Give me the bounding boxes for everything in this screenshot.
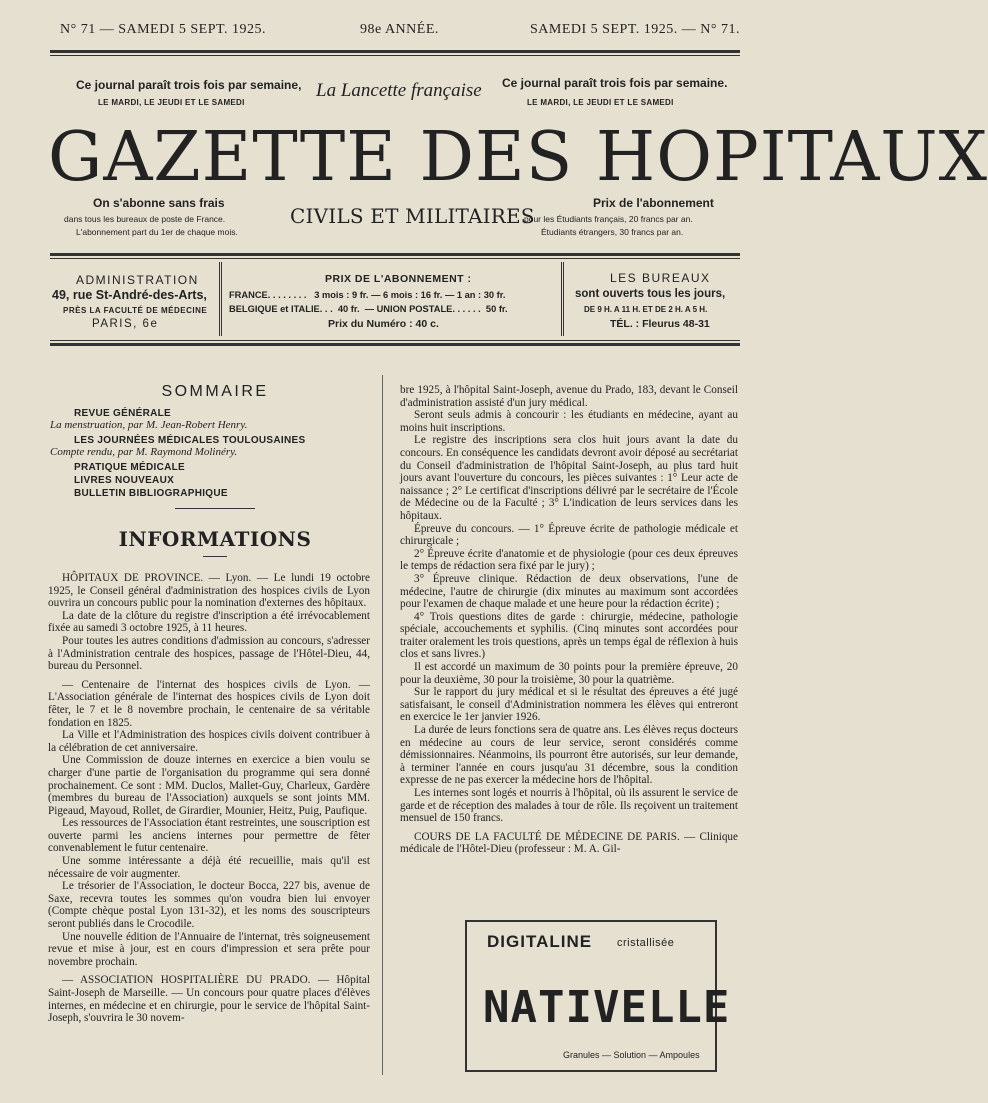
paragraph: 4° Trois questions dites de garde : chirurgie, médecine, pathologie spéciale, accouchements et syphilis. (Cinq minutes sont accordées pour traiter oralement les trois questions, après un temps égal de réflexion à huis clos et sans livres.) [400,610,738,661]
informations-title: INFORMATIONS [118,527,312,551]
paragraph: Le registre des inscriptions sera clos huit jours avant la date du concours. En conséquence les candidats devront avoir déposé au secrétariat du Conseil d'administration de l'hôpital Saint-Joseph, au plus tard huit jours avant l'ouverture du concours, les pièces suivantes : 1° Leur acte de naissance ; 2° Le certificat d'inscriptions délivré par le secrétaire de l'École de Médecine ou de la Faculté ; 3° L'indication de leurs services dans les hôpitaux. [400,434,738,522]
advert-line1: DIGITALINE [487,932,593,951]
paragraph: Sur le rapport du jury médical et si le résultat des épreuves a été jugé satisfaisant, le conseil d'Administration nommera les élèves qui entreront en exercice le 1er janvier 1926. [400,686,738,724]
column-divider [382,375,383,1075]
paragraph: Une somme intéressante a déjà été recueillie, mais qu'il est nécessaire de voir augmenter. [48,855,370,880]
bureaux-title: LES BUREAUX [610,271,711,285]
advert-line1b: cristallisée [617,937,675,949]
dateline [55,22,745,42]
paragraph: Seront seuls admis à concourir : les étudiants en médecine, ayant au moins huit inscriptions. [400,409,738,434]
prices-france: FRANCE. . . . . . . . 3 mois : 9 fr. — 6 mois : 16 fr. — 1 an : 30 fr. [229,290,506,300]
dateline-left: N° 71 — SAMEDI 5 SEPT. 1925. [60,22,267,37]
sommaire-rule [175,508,255,509]
dateline-center: 98e ANNÉE. [360,22,439,37]
paragraph: Pour toutes les autres conditions d'admission au concours, s'adresser à l'Administration centrale des hospices, passage de l'Hôtel-Dieu, 44, bureau du Personnel. [48,634,370,673]
top-rule [50,50,740,56]
paragraph: bre 1925, à l'hôpital Saint-Joseph, avenue du Prado, 183, devant le Conseil d'administration assisté d'un jury médical. [400,384,738,409]
box-divider-right [561,262,564,336]
box-top-rule [50,253,740,259]
paragraph: La Ville et l'Administration des hospices civils doivent contribuer à la célébration de cet anniversaire. [48,729,370,754]
left-notice: Ce journal paraît trois fois par semaine, [76,78,302,92]
left-days: LE MARDI, LE JEUDI ET LE SAMEDI [98,98,245,107]
paragraph: Les ressources de l'Association étant restreintes, une souscription est ouverte parmi les anciens internes pour permettre de fêter convenablement le futur centenaire. [48,817,370,855]
sommaire-item-head: PRATIQUE MÉDICALE [74,462,186,473]
price-title: Prix de l'abonnement [593,196,714,210]
prices-title: PRIX DE L'ABONNEMENT : [325,273,472,285]
paragraph: Il est accordé un maximum de 30 points pour la première épreuve, 20 pour la deuxième, 30 pour la troisième, 30 pour la quatrième. [400,661,738,686]
sommaire-item-head: REVUE GÉNÉRALE [74,408,171,419]
subscribe-line2: L'abonnement part du 1er de chaque mois. [76,227,238,237]
paragraph: La durée de leurs fonctions sera de quatre ans. Les élèves reçus docteurs en médecine au cours de leur service, seront considérés comme démissionnaires. Néanmoins, ils pourront être autorisés, sur leur demande, à terminer l'année en cours jusqu'au 31 décembre, sous la condition expresse de ne pas exercer la médecine hors de l'hôpital. [400,724,738,787]
paragraph: Le trésorier de l'Association, le docteur Bocca, 227 bis, avenue de Saxe, recevra toutes les sommes qu'on voudra bien lui envoyer (Compte chèque postal Lyon 131-32), et les noms des souscripteurs seront publiés dans le Crocodile. [48,880,370,931]
masthead-subtitle: CIVILS ET MILITAIRES [290,204,535,228]
paragraph: Une Commission de douze internes en exercice a bien voulu se charger d'une partie de l'organisation du programme qui sera donné prochainement. Ce sont : MM. Duclos, Mallet-Guy, Charleux, Gardère (membres du bureau de l'Association) auxquels se sont joints MM. Pigeaud, Mayoud, Rollet, de Girardier, Mounier, Heitz, Puig, Paufique. [48,754,370,817]
paragraph: La date de la clôture du registre d'inscription a été irrévocablement fixée au samedi 3 octobre 1925, à 11 heures. [48,609,370,635]
paragraph: Une nouvelle édition de l'Annuaire de l'internat, très soigneusement revue et mise à jour, est en cours d'impression et sera prête pour novembre prochain. [48,930,370,968]
price-line2: Étudiants étrangers, 30 francs par an. [541,227,684,237]
admin-title: ADMINISTRATION [76,273,199,287]
masthead-title: GAZETTE DES HOPITAUX [48,118,988,197]
left-column [48,572,370,1072]
right-column [400,384,738,909]
box-divider-left [219,262,222,336]
paragraph: 2° Épreuve écrite d'anatomie et de physiologie (pour ces deux épreuves le temps de rédaction sera fixé par le jury) ; [400,547,738,573]
bureaux-line2: DE 9 H. A 11 H. ET DE 2 H. A 5 H. [584,305,708,314]
info-rule [203,556,227,557]
admin-near: PRÈS LA FACULTÉ DE MÉDECINE [63,306,208,315]
paragraph: 3° Épreuve clinique. Rédaction de deux observations, l'une de médecine, l'autre de chirurgie (dix minutes au maximum sont accordées pour l'examen de chaque malade et une heure pour la rédaction écrite) ; [400,572,738,611]
admin-city: PARIS, 6e [92,318,159,330]
advert-footer: Granules — Solution — Ampoules [563,1050,700,1060]
sommaire-item-sub: Compte rendu, par M. Raymond Molinéry. [50,446,238,458]
sommaire-item-sub: La menstruation, par M. Jean-Robert Henry. [50,419,248,431]
bureaux-line3: TÉL. : Fleurus 48-31 [610,318,710,330]
paragraph: COURS DE LA FACULTÉ DE MÉDECINE DE PARIS. — Clinique médicale de l'Hôtel-Dieu (professeur : M. A. Gil- [400,830,738,856]
motto: La Lancette française [316,80,482,101]
box-bottom-rule [50,340,740,346]
paragraph: HÔPITAUX DE PROVINCE. — Lyon. — Le lundi 19 octobre 1925, le Conseil général d'administration des hospices civils de Lyon ouvrira un concours public pour la nomination d'externes des hôpitaux. [48,572,370,610]
right-notice: Ce journal paraît trois fois par semaine. [502,76,728,90]
sommaire-title: SOMMAIRE [161,383,269,400]
sommaire-list [50,406,370,499]
sommaire-item-head: BULLETIN BIBLIOGRAPHIQUE [74,488,228,499]
subscribe-line1: dans tous les bureaux de poste de France. [64,214,226,224]
sommaire-item-head: LIVRES NOUVEAUX [74,475,175,486]
paragraph: Les internes sont logés et nourris à l'hôpital, où ils assurent le service de garde et de réception des malades à tour de rôle. Ils reçoivent un traitement mensuel de 150 francs. [400,787,738,825]
right-days: LE MARDI, LE JEUDI ET LE SAMEDI [527,98,674,107]
paragraph: Épreuve du concours. — 1° Épreuve écrite de pathologie médicale et chirurgicale ; [400,522,738,548]
advert-box [465,920,731,1072]
admin-address: 49, rue St-André-des-Arts, [52,288,207,302]
sommaire-item-head: LES JOURNÉES MÉDICALES TOULOUSAINES [74,435,306,446]
paragraph: — ASSOCIATION HOSPITALIÈRE DU PRADO. — Hôpital Saint-Joseph de Marseille. — Un concours pour quatre places d'élèves internes, en médecine et en chirurgie, pour le service de l'hôpital Saint-Joseph, s'ouvrira le 30 novem- [48,974,370,1025]
subscribe-title: On s'abonne sans frais [93,196,225,210]
dateline-right: SAMEDI 5 SEPT. 1925. — N° 71. [529,22,740,37]
advert-brand: NATIVELLE [483,982,731,1033]
paragraph: — Centenaire de l'internat des hospices civils de Lyon. — L'Association générale de l'internat des hospices civils de Lyon doit fêter, le 7 et le 8 novembre prochain, le centenaire de sa véritable fondation en 1825. [48,678,370,729]
price-line1: pour les Étudiants français, 20 francs par an. [524,214,693,224]
prices-belgique: BELGIQUE et ITALIE. . . 40 fr. — UNION POSTALE. . . . . . 50 fr. [229,304,508,314]
prices-numero: Prix du Numéro : 40 c. [328,318,439,330]
bureaux-line1: sont ouverts tous les jours, [575,288,726,300]
